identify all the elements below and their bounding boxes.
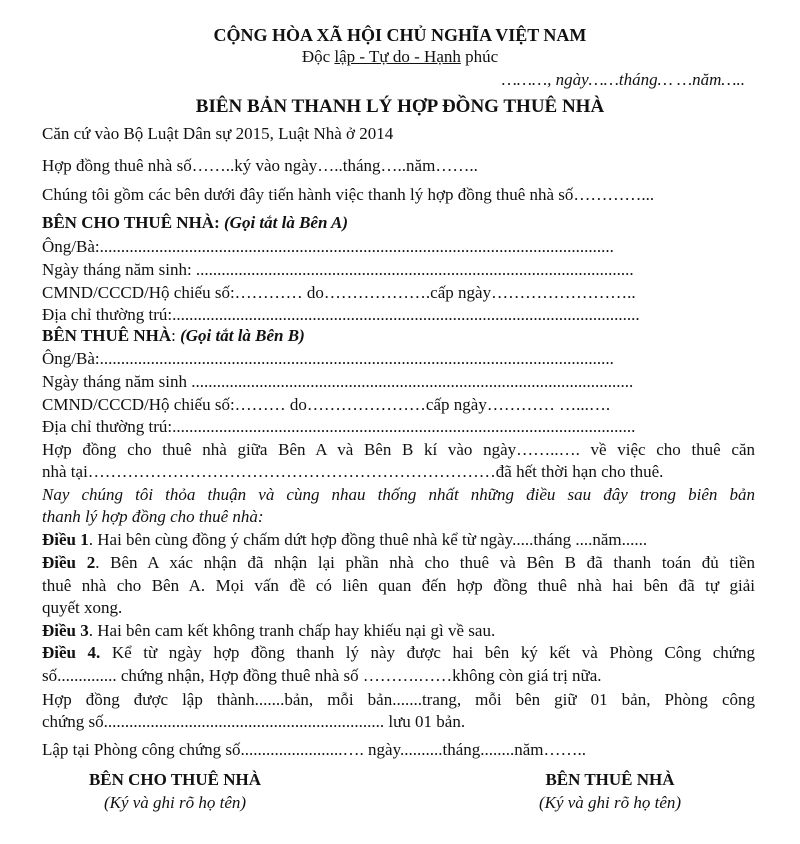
article-4-line-1 [42, 643, 755, 663]
party-b-id-line: CMND/CCCD/Hộ chiếu số:……… do…………………cấp ngày………… …...…. [42, 395, 611, 414]
legal-basis: Căn cứ vào Bộ Luật Dân sự 2015, Luật Nhà ở 2014 [42, 124, 394, 143]
party-b-title: BÊN THUÊ NHÀ [42, 326, 172, 345]
copies-line-2: chứng số.................................................................. lưu 01 bản. [42, 712, 466, 731]
party-a-name-line: Ông/Bà:......................................................................................................................... [42, 237, 614, 256]
contract-line-2: nhà tại………………………………………………………………đã hết thời hạn cho thuê. [42, 462, 664, 481]
party-a-signature-title: BÊN CHO THUÊ NHÀ [88, 770, 262, 789]
national-title: CỘNG HÒA XÃ HỘI CHỦ NGHĨA VIỆT NAM [213, 25, 587, 45]
article-3-text: . Hai bên cam kết không tranh chấp hay khiếu nại gì về sau. [88, 621, 496, 640]
agreement-line-2: thanh lý hợp đồng cho thuê nhà: [42, 507, 264, 526]
article-1 [42, 530, 647, 550]
party-a-heading [42, 213, 348, 233]
copies-line-1: Hợp đồng được lập thành.......bản, mỗi bản.......trang, mỗi bên giữ 01 bản, Phòng công [42, 690, 755, 709]
party-a-title: BÊN CHO THUÊ NHÀ: [42, 213, 224, 232]
motto-part-2: lập - Tự do - Hạnh [334, 47, 461, 66]
contract-line-1: Hợp đồng cho thuê nhà giữa Bên A và Bên B kí vào ngày……..…. về việc cho thuê căn [42, 440, 755, 459]
contract-reference: Hợp đồng thuê nhà số……..ký vào ngày…..tháng…..năm…….. [42, 156, 478, 175]
party-b-alias: (Gọi tắt là Bên B) [180, 326, 305, 345]
party-b-dob-line: Ngày tháng năm sinh ........................................................................................................ [42, 372, 634, 391]
document-title: BIÊN BẢN THANH LÝ HỢP ĐỒNG THUÊ NHÀ [195, 96, 605, 117]
article-2-line-1 [42, 553, 755, 573]
date-line: ………, ngày……tháng… …năm….. [501, 70, 745, 89]
party-a-id-line: CMND/CCCD/Hộ chiếu số:………… do……………….cấp ngày…………………….. [42, 283, 636, 302]
article-2-line-3: quyết xong. [42, 598, 123, 617]
article-2-label: Điều 2 [42, 553, 96, 572]
national-motto [0, 47, 800, 67]
party-b-signature-title: BÊN THUÊ NHÀ [545, 770, 675, 789]
article-4-label: Điều 4. [42, 643, 101, 662]
article-1-text: . Hai bên cùng đồng ý chấm dứt hợp đồng thuê nhà kể từ ngày.....tháng ....năm...... [88, 530, 648, 549]
party-b-signature-note: (Ký và ghi rõ họ tên) [538, 793, 682, 812]
party-a-alias: (Gọi tắt là Bên A) [224, 213, 349, 232]
article-3-label: Điều 3 [42, 621, 89, 640]
article-3 [42, 621, 495, 641]
motto-part-1: Độc [301, 47, 335, 66]
party-b-heading [42, 326, 305, 346]
party-b-address-line: Địa chỉ thường trú:............................................................................................................. [42, 417, 636, 436]
party-b-colon: : [171, 326, 181, 345]
article-2-text-1: . Bên A xác nhận đã nhận lại phần nhà cho thuê và Bên B đã thanh toán đủ tiền [95, 553, 755, 572]
party-a-signature-note: (Ký và ghi rõ họ tên) [103, 793, 247, 812]
agreement-line-1: Nay chúng tôi thỏa thuận và cùng nhau thống nhất những điều sau đây trong biên bản [42, 485, 755, 504]
article-4-text-1: Kể từ ngày hợp đồng thanh lý này được hai bên ký kết và Phòng Công chứng [100, 643, 756, 662]
party-b-name-line: Ông/Bà:......................................................................................................................... [42, 349, 614, 368]
party-a-address-line: Địa chỉ thường trú:.............................................................................................................. [42, 305, 640, 324]
place-line: Lập tại Phòng công chứng số........................…. ngày..........tháng........năm…….. [42, 740, 587, 759]
article-1-label: Điều 1 [42, 530, 89, 549]
parties-intro: Chúng tôi gồm các bên dưới đây tiến hành việc thanh lý hợp đồng thuê nhà số…………... [42, 185, 655, 204]
party-a-dob-line: Ngày tháng năm sinh: ....................................................................................................... [42, 260, 634, 279]
article-2-line-2: thuê nhà cho Bên A. Mọi vấn đề có liên quan đến hợp đồng thuê nhà hai bên đã tự giải [42, 576, 755, 595]
motto-part-3: phúc [460, 47, 499, 66]
article-4-line-2: số.............. chứng nhận, Hợp đồng thuê nhà số ……….……không còn giá trị nữa. [42, 666, 602, 685]
